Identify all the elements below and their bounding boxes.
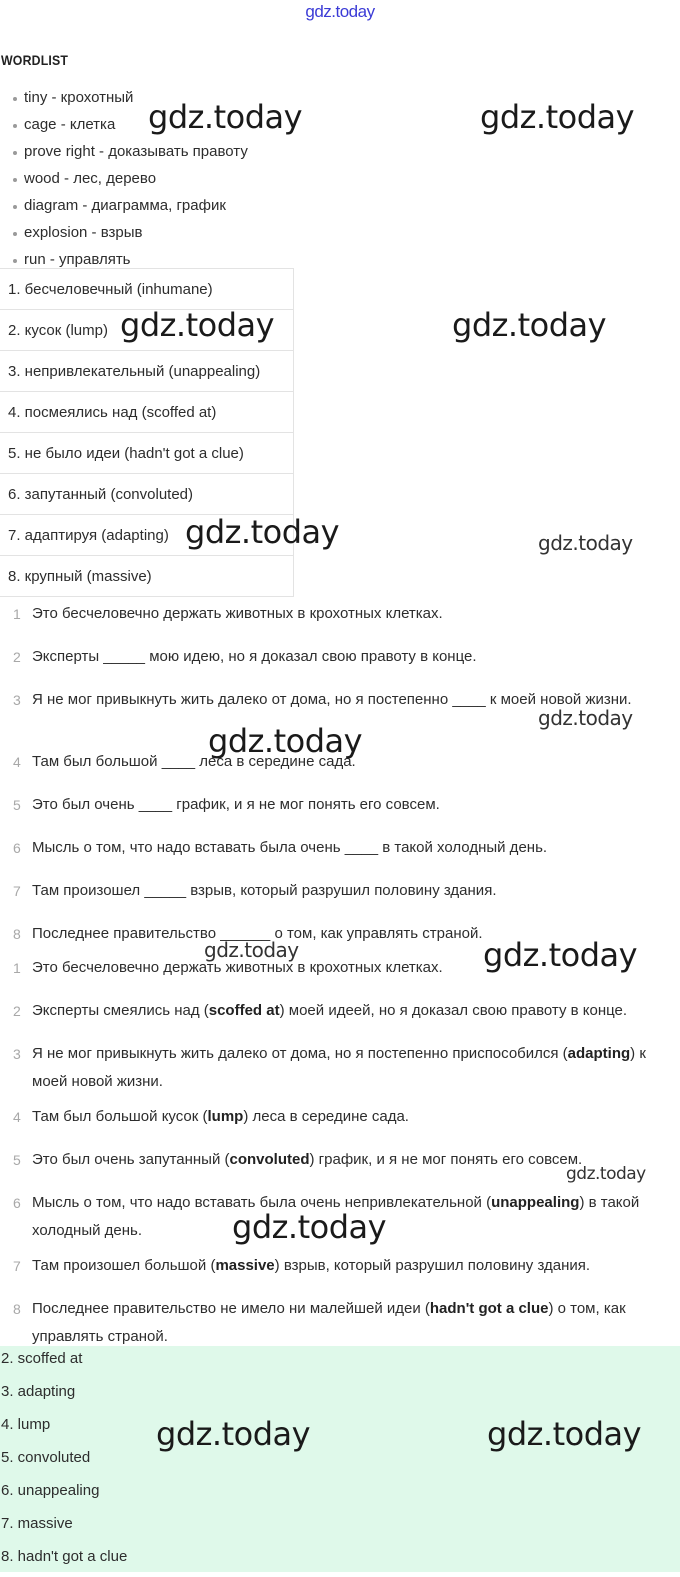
exercise-list — [0, 600, 680, 954]
item-text-after: ) моей идеей, но я доказал свою правоту в конце. — [279, 1002, 628, 1019]
item-answer: unappealing — [491, 1194, 580, 1211]
item-number: 8 — [13, 1301, 21, 1317]
vocab-cell: 8. крупный (massive) — [0, 556, 294, 597]
item-number: 2 — [13, 1003, 21, 1019]
exercise-item — [0, 600, 680, 643]
watermark: gdz.today — [487, 1415, 642, 1453]
item-answer: adapting — [567, 1045, 631, 1062]
item-text-before: Мысль о том, что надо вставать была очень непривлекательной ( — [32, 1194, 492, 1211]
filled-item — [0, 1252, 680, 1295]
item-text-before: Я не мог привыкнуть жить далеко от дома, но я постепенно приспособился ( — [32, 1045, 568, 1062]
vocab-cell: 1. бесчеловечный (inhumane) — [0, 269, 294, 310]
vocab-cell: 3. непривлекательный (unappealing) — [0, 351, 294, 392]
item-answer: massive — [215, 1257, 275, 1274]
filled-item — [0, 1103, 680, 1146]
exercise-item — [0, 791, 680, 834]
answers-panel — [0, 1346, 680, 1572]
vocab-cell: 4. посмеялись над (scoffed at) — [0, 392, 294, 433]
item-text: Мысль о том, что надо вставать была очень ____ в такой холодный день. — [32, 839, 548, 856]
item-text-before: Эксперты смеялись над ( — [32, 1002, 209, 1019]
watermark: gdz.today — [538, 531, 633, 555]
answer-item: 5. convoluted — [1, 1449, 91, 1466]
vocab-cell: 6. запутанный (convoluted) — [0, 474, 294, 515]
filled-item — [0, 1146, 680, 1189]
filled-item — [0, 954, 680, 997]
item-text: Я не мог привыкнуть жить далеко от дома, но я постепенно ____ к моей новой жизни. — [32, 691, 632, 708]
item-number: 6 — [13, 840, 21, 856]
wordlist-item: tiny - крохотный — [0, 88, 248, 115]
item-answer: convoluted — [229, 1151, 310, 1168]
item-number: 6 — [13, 1195, 21, 1211]
wordlist-item: explosion - взрыв — [0, 223, 248, 250]
item-text: Там был большой ____ леса в середине сада. — [32, 753, 356, 770]
item-text: Последнее правительство ______ о том, как управлять страной. — [32, 925, 483, 942]
answer-item: 7. massive — [1, 1515, 73, 1532]
item-text: Это был очень ____ график, и я не мог понять его совсем. — [32, 796, 440, 813]
item-number: 7 — [13, 1258, 21, 1274]
answer-sentence-list — [0, 954, 680, 1351]
filled-item — [0, 1040, 680, 1103]
vocab-cell: 7. адаптируя (adapting) — [0, 515, 294, 556]
wordlist-item: diagram - диаграмма, график — [0, 196, 248, 223]
watermark: gdz.today — [204, 938, 299, 962]
exercise-item — [0, 686, 680, 748]
item-answer: scoffed at — [208, 1002, 280, 1019]
item-text-after: ) взрыв, который разрушил половину здания. — [274, 1257, 591, 1274]
watermark: gdz.today — [452, 306, 607, 344]
item-number: 5 — [13, 797, 21, 813]
item-number: 4 — [13, 754, 21, 770]
item-number: 2 — [13, 649, 21, 665]
item-text-after: ) график, и я не мог понять его совсем. — [309, 1151, 583, 1168]
item-number: 8 — [13, 926, 21, 942]
item-text-after: ) к моей новой жизни. — [32, 1045, 646, 1090]
exercise-item — [0, 920, 680, 954]
watermark: gdz.today — [480, 98, 635, 136]
wordlist-title: WORDLIST — [1, 52, 69, 68]
item-number: 1 — [13, 960, 21, 976]
answer-item: 8. hadn't got a clue — [1, 1548, 128, 1565]
item-answer: lump — [207, 1108, 244, 1125]
filled-item — [0, 997, 680, 1040]
item-text-after: ) в такой холодный день. — [32, 1194, 640, 1239]
exercise-item — [0, 748, 680, 791]
answer-item: 6. unappealing — [1, 1482, 100, 1499]
wordlist-item: cage - клетка — [0, 115, 248, 142]
item-number: 4 — [13, 1109, 21, 1125]
wordlist-item: prove right - доказывать правоту — [0, 142, 248, 169]
vocab-cell: 2. кусок (lump) — [0, 310, 294, 351]
item-text-after: ) леса в середине сада. — [243, 1108, 409, 1125]
top-watermark: gdz.today — [305, 2, 375, 21]
item-number: 5 — [13, 1152, 21, 1168]
filled-item — [0, 1295, 680, 1351]
item-text-before: Там был большой кусок ( — [32, 1108, 208, 1125]
item-number: 1 — [13, 606, 21, 622]
wordlist-item: run - управлять — [0, 250, 248, 277]
item-text: Эксперты _____ мою идею, но я доказал свою правоту в конце. — [32, 648, 477, 665]
answer-item: 4. lump — [1, 1416, 51, 1433]
watermark: gdz.today — [120, 306, 275, 344]
item-text: Это бесчеловечно держать животных в крохотных клетках. — [32, 605, 443, 622]
vocab-table — [0, 268, 294, 597]
item-number: 3 — [13, 692, 21, 708]
exercise-item — [0, 877, 680, 920]
watermark: gdz.today — [566, 1164, 646, 1184]
item-text: Это бесчеловечно держать животных в крохотных клетках. — [32, 959, 443, 976]
item-number: 7 — [13, 883, 21, 899]
watermark: gdz.today — [232, 1208, 387, 1246]
watermark: gdz.today — [185, 513, 340, 551]
wordlist — [0, 88, 248, 277]
filled-item — [0, 1189, 680, 1252]
item-answer: hadn't got a clue — [429, 1300, 549, 1317]
watermark: gdz.today — [538, 706, 633, 730]
watermark: gdz.today — [148, 98, 303, 136]
watermark: gdz.today — [208, 722, 363, 760]
item-text-before: Это был очень запутанный ( — [32, 1151, 230, 1168]
item-number: 3 — [13, 1046, 21, 1062]
answer-item: 2. scoffed at — [1, 1350, 83, 1367]
exercise-item — [0, 834, 680, 877]
wordlist-item: wood - лес, дерево — [0, 169, 248, 196]
item-text-before: Там произошел большой ( — [32, 1257, 216, 1274]
watermark: gdz.today — [156, 1415, 311, 1453]
vocab-cell: 5. не было идеи (hadn't got a clue) — [0, 433, 294, 474]
exercise-item — [0, 643, 680, 686]
item-text: Там произошел _____ взрыв, который разрушил половину здания. — [32, 882, 497, 899]
item-text-before: Последнее правительство не имело ни малейшей идеи ( — [32, 1300, 430, 1317]
item-text-after: ) о том, как управлять страной. — [32, 1300, 626, 1345]
watermark: gdz.today — [483, 936, 638, 974]
answer-item: 3. adapting — [1, 1383, 76, 1400]
